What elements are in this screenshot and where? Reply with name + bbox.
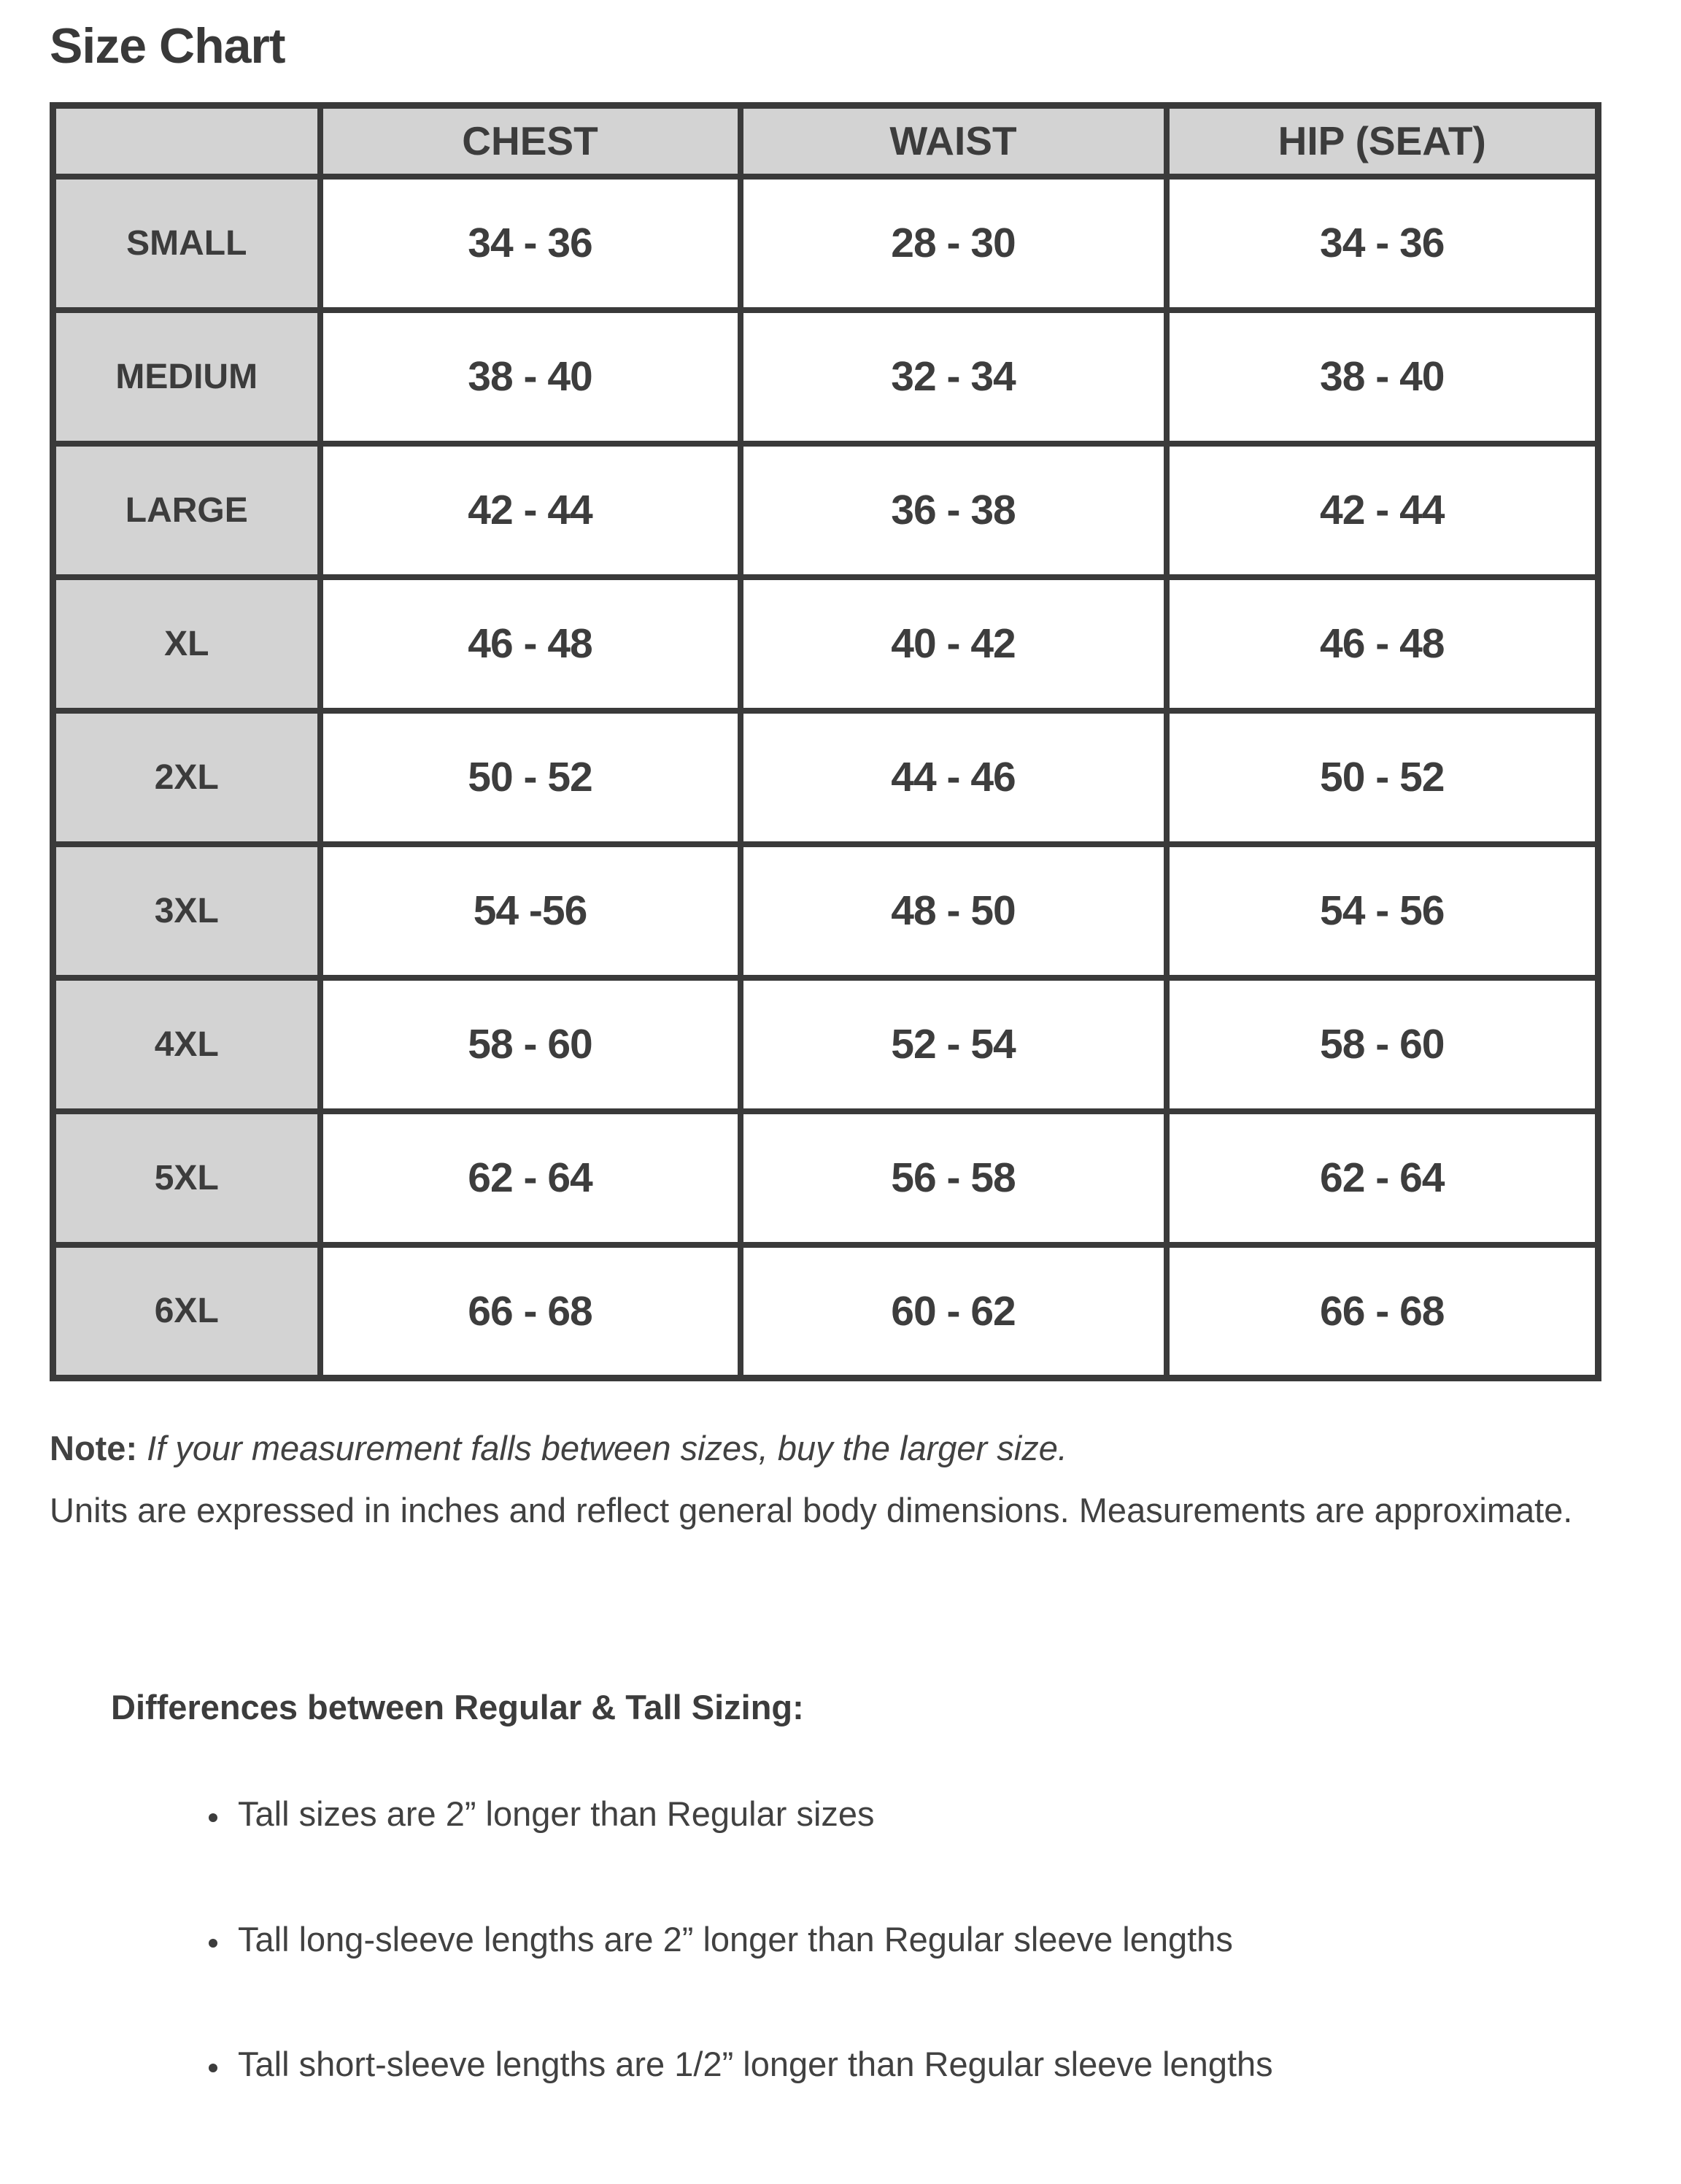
- cell-2xl-chest: 50 - 52: [320, 711, 741, 844]
- tall-sizing-section: [50, 1687, 1681, 2086]
- cell-3xl-waist: 48 - 50: [741, 844, 1167, 978]
- size-chart-table: [50, 102, 1601, 1381]
- list-item: • Tall short-sleeve lengths are 1/2” longer than Regular sleeve lengths: [231, 2043, 1681, 2086]
- row-label-3xl: 3XL: [53, 844, 320, 978]
- table-row: [53, 310, 1599, 444]
- corner-cell: [53, 106, 320, 177]
- row-label-5xl: 5XL: [53, 1111, 320, 1245]
- cell-2xl-hip: 50 - 52: [1167, 711, 1599, 844]
- page-title: Size Chart: [50, 18, 285, 74]
- table-header-row: [53, 106, 1599, 177]
- notes-block: [50, 1418, 1596, 1541]
- cell-xl-chest: 46 - 48: [320, 577, 741, 711]
- row-label-4xl: 4XL: [53, 978, 320, 1111]
- cell-small-chest: 34 - 36: [320, 177, 741, 310]
- list-item: • Tall long-sleeve lengths are 2” longer than Regular sleeve lengths: [231, 1918, 1681, 1961]
- note-label: Note:: [50, 1429, 138, 1468]
- row-label-small: SMALL: [53, 177, 320, 310]
- list-item: • Tall sizes are 2” longer than Regular sizes: [231, 1793, 1681, 1836]
- table-row: [53, 1245, 1599, 1378]
- column-header-hip: HIP (SEAT): [1167, 106, 1599, 177]
- cell-4xl-hip: 58 - 60: [1167, 978, 1599, 1111]
- table-row: [53, 711, 1599, 844]
- cell-5xl-waist: 56 - 58: [741, 1111, 1167, 1245]
- table-row: [53, 1111, 1599, 1245]
- cell-large-hip: 42 - 44: [1167, 444, 1599, 577]
- column-header-waist: WAIST: [741, 106, 1167, 177]
- tall-sizing-heading: Differences between Regular & Tall Sizing:: [111, 1688, 804, 1727]
- cell-large-chest: 42 - 44: [320, 444, 741, 577]
- cell-4xl-chest: 58 - 60: [320, 978, 741, 1111]
- cell-medium-waist: 32 - 34: [741, 310, 1167, 444]
- row-label-2xl: 2XL: [53, 711, 320, 844]
- column-header-chest: CHEST: [320, 106, 741, 177]
- cell-3xl-chest: 54 -56: [320, 844, 741, 978]
- row-label-medium: MEDIUM: [53, 310, 320, 444]
- cell-2xl-waist: 44 - 46: [741, 711, 1167, 844]
- cell-large-waist: 36 - 38: [741, 444, 1167, 577]
- table-row: [53, 978, 1599, 1111]
- note-line: [50, 1418, 1596, 1480]
- table-row: [53, 844, 1599, 978]
- cell-small-hip: 34 - 36: [1167, 177, 1599, 310]
- cell-5xl-chest: 62 - 64: [320, 1111, 741, 1245]
- cell-xl-hip: 46 - 48: [1167, 577, 1599, 711]
- cell-small-waist: 28 - 30: [741, 177, 1167, 310]
- tall-sizing-list: [50, 1793, 1681, 2086]
- cell-6xl-chest: 66 - 68: [320, 1245, 741, 1378]
- table-row: [53, 577, 1599, 711]
- cell-3xl-hip: 54 - 56: [1167, 844, 1599, 978]
- table-row: [53, 444, 1599, 577]
- cell-6xl-hip: 66 - 68: [1167, 1245, 1599, 1378]
- cell-4xl-waist: 52 - 54: [741, 978, 1167, 1111]
- row-label-6xl: 6XL: [53, 1245, 320, 1378]
- cell-medium-chest: 38 - 40: [320, 310, 741, 444]
- table-row: [53, 177, 1599, 310]
- row-label-large: LARGE: [53, 444, 320, 577]
- cell-5xl-hip: 62 - 64: [1167, 1111, 1599, 1245]
- note-text: If your measurement falls between sizes, buy the larger size.: [147, 1429, 1067, 1468]
- cell-xl-waist: 40 - 42: [741, 577, 1167, 711]
- units-text: Units are expressed in inches and reflect general body dimensions. Measurements are approximate.: [50, 1490, 1573, 1529]
- cell-6xl-waist: 60 - 62: [741, 1245, 1167, 1378]
- cell-medium-hip: 38 - 40: [1167, 310, 1599, 444]
- row-label-xl: XL: [53, 577, 320, 711]
